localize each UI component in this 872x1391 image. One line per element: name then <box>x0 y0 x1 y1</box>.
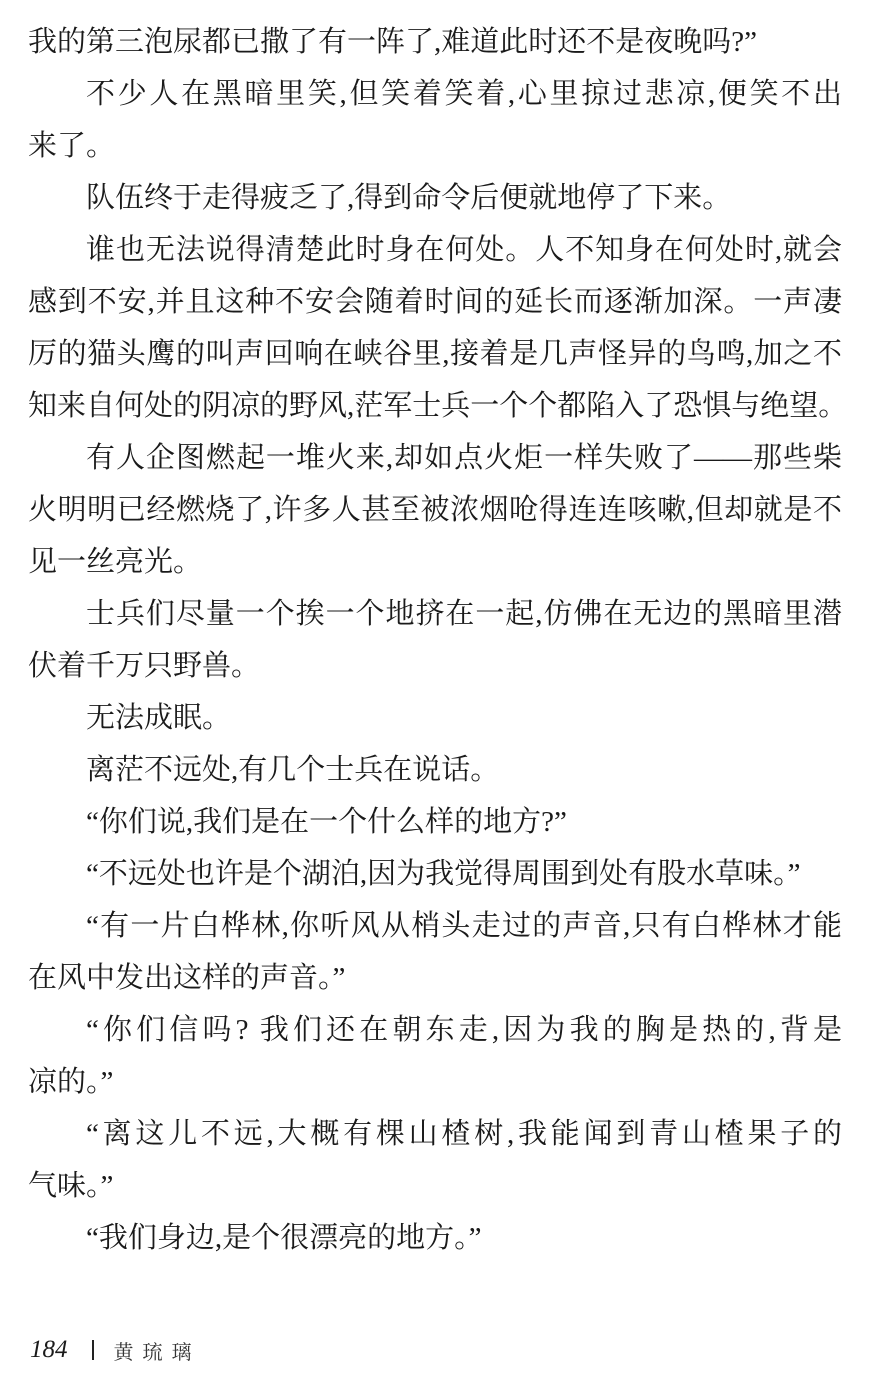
text-line: 我的第三泡尿都已撒了有一阵了,难道此时还不是夜晚吗?” <box>28 26 757 58</box>
paragraph <box>28 224 848 432</box>
text-line: 在风中发出这样的声音。” <box>28 962 346 994</box>
paragraph <box>28 1004 842 1108</box>
text-line: “你们说,我们是在一个什么样的地方?” <box>86 806 567 838</box>
paragraph <box>28 172 842 224</box>
body-text <box>28 16 848 1264</box>
text-line: 不少人在黑暗里笑,但笑着笑着,心里掠过悲凉,便笑不出 <box>86 78 842 110</box>
text-line: 感到不安,并且这种不安会随着时间的延长而逐渐加深。一声凄 <box>28 286 842 318</box>
paragraph <box>28 692 842 744</box>
text-line: “不远处也许是个湖泊,因为我觉得周围到处有股水草味。” <box>86 858 801 890</box>
page-number: 184 <box>30 1336 68 1363</box>
paragraph <box>28 68 842 172</box>
text-line: “你们信吗? 我们还在朝东走,因为我的胸是热的,背是 <box>86 1014 842 1046</box>
text-line: 凉的。” <box>28 1066 114 1098</box>
book-title: 黄琉璃 <box>113 1339 201 1364</box>
text-line: 伏着千万只野兽。 <box>28 650 261 682</box>
paragraph <box>28 588 842 692</box>
text-line: 见一丝亮光。 <box>28 546 203 578</box>
text-line: 火明明已经燃烧了,许多人甚至被浓烟呛得连连咳嗽,但却就是不 <box>28 494 842 526</box>
paragraph <box>28 432 842 588</box>
paragraph <box>28 796 842 848</box>
text-line: 士兵们尽量一个挨一个地挤在一起,仿佛在无边的黑暗里潜 <box>86 598 842 630</box>
text-line: 有人企图燃起一堆火来,却如点火炬一样失败了——那些柴 <box>86 442 842 474</box>
paragraph <box>28 1212 842 1264</box>
text-line: “有一片白桦林,你听风从梢头走过的声音,只有白桦林才能 <box>86 910 842 942</box>
text-line: 谁也无法说得清楚此时身在何处。人不知身在何处时,就会 <box>86 234 842 266</box>
paragraph <box>28 900 842 1004</box>
page-footer <box>30 1332 201 1368</box>
text-line: 厉的猫头鹰的叫声回响在峡谷里,接着是几声怪异的鸟鸣,加之不 <box>28 338 842 370</box>
text-line: 来了。 <box>28 130 116 162</box>
paragraph <box>28 1108 842 1212</box>
text-line: 无法成眠。 <box>86 702 232 734</box>
footer-divider <box>92 1340 94 1360</box>
text-line: “离这儿不远,大概有棵山楂树,我能闻到青山楂果子的 <box>86 1118 842 1150</box>
text-line: 队伍终于走得疲乏了,得到命令后便就地停了下来。 <box>86 182 732 214</box>
paragraph <box>28 848 842 900</box>
text-line: 气味。” <box>28 1170 114 1202</box>
text-line: 知来自何处的阴凉的野风,茫军士兵一个个都陷入了恐惧与绝望。 <box>28 390 848 422</box>
paragraph <box>28 16 842 68</box>
text-line: 离茫不远处,有几个士兵在说话。 <box>86 754 500 786</box>
paragraph <box>28 744 842 796</box>
text-line: “我们身边,是个很漂亮的地方。” <box>86 1222 482 1254</box>
